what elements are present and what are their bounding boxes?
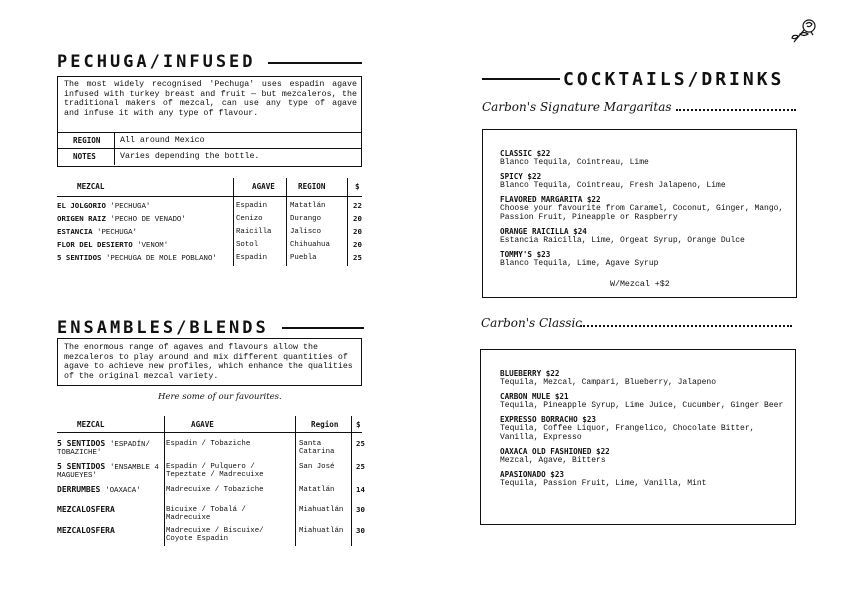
mezcal-variant: 'VENOM' — [137, 242, 169, 250]
divider — [58, 132, 361, 133]
cocktail-item — [500, 415, 785, 442]
ensambles-row-mezcal — [57, 463, 162, 481]
cocktail-item — [500, 149, 785, 167]
pechuga-intro-box — [57, 76, 362, 167]
divider — [286, 178, 287, 266]
pechuga-row-mezcal — [57, 202, 150, 211]
ensambles-row-mezcal — [57, 486, 162, 495]
mezcal-brand: 5 SENTIDOS — [57, 253, 106, 262]
cocktail-item — [500, 195, 785, 222]
ensambles-row-price: 14 — [356, 485, 365, 494]
mezcal-brand: MEZCALOSFERA — [57, 526, 115, 535]
ensambles-row-agave: Madrecuixe / Tobaziche — [166, 486, 264, 494]
pechuga-row-price: 20 — [353, 227, 362, 236]
mezcal-brand: ORIGEN RAIZ — [57, 214, 111, 223]
cocktail-item — [500, 369, 785, 387]
ensambles-row-region: Santa Catarina — [299, 440, 335, 457]
ensambles-col-mezcal: MEZCAL — [77, 420, 105, 429]
mezcal-variant: 'PECHUGA DE MOLE POBLANO' — [105, 255, 217, 263]
classic-box — [480, 349, 796, 525]
rose-logo-icon — [790, 14, 822, 46]
mezcal-variant: 'OAXACA' — [105, 487, 141, 495]
divider — [57, 432, 362, 433]
ensambles-row-region: Miahuatlán — [299, 527, 344, 535]
divider — [164, 416, 165, 546]
pechuga-row-mezcal — [57, 241, 168, 250]
pechuga-col-region: REGION — [298, 182, 326, 191]
cocktail-desc: Blanco Tequila, Cointreau, Fresh Jalapeno, Lime — [500, 181, 726, 190]
cocktail-name: OAXACA OLD FASHIONED $22 — [500, 447, 610, 456]
mezcal-brand: FLOR DEL DESIERTO — [57, 240, 138, 249]
mezcal-variant: 'PECHUGA' — [97, 229, 137, 237]
pechuga-row-region: Chihuahua — [290, 241, 330, 249]
classic-dots — [580, 325, 792, 327]
pechuga-row-mezcal — [57, 215, 186, 224]
pechuga-row-agave: Espadin — [236, 202, 268, 210]
pechuga-row-price: 20 — [353, 214, 362, 223]
cocktail-desc: Tequila, Passion Fruit, Lime, Vanilla, Mint — [500, 479, 707, 488]
pechuga-row-region: Jalisco — [290, 228, 322, 236]
pechuga-row-region: Puebla — [290, 254, 317, 262]
divider — [347, 178, 348, 266]
pechuga-row-agave: Espadin — [236, 254, 268, 262]
cocktail-item — [500, 250, 785, 268]
signature-dots — [676, 109, 796, 111]
cocktail-desc: Estancia Raicilla, Lime, Orgeat Syrup, Orange Dulce — [500, 236, 745, 245]
ensambles-row-mezcal — [57, 527, 162, 536]
ensambles-col-price: $ — [356, 420, 361, 429]
cocktail-name: CLASSIC $22 — [500, 149, 551, 158]
divider — [57, 196, 362, 197]
pechuga-row-mezcal — [57, 228, 137, 237]
pechuga-row-region: Matatlán — [290, 202, 326, 210]
ensambles-row-region: San José — [299, 463, 335, 471]
mezcal-brand: 5 SENTIDOS — [57, 462, 110, 471]
pechuga-col-mezcal: MEZCAL — [77, 182, 105, 191]
ensambles-row-price: 25 — [356, 439, 365, 448]
cocktail-name: CARBON MULE $21 — [500, 392, 569, 401]
cocktail-item — [500, 470, 785, 488]
mezcal-brand: EL JOLGORIO — [57, 201, 111, 210]
pechuga-row-price: 20 — [353, 240, 362, 249]
ensambles-row-region: Matatlán — [299, 486, 335, 494]
mezcal-variant: 'PECHO DE VENADO' — [110, 216, 186, 224]
favourites-caption: Here some of our favourites. — [158, 392, 282, 402]
pechuga-row-price: 25 — [353, 253, 362, 262]
mezcal-variant: 'PECHUGA' — [110, 203, 151, 211]
signature-note: W/Mezcal +$2 — [610, 280, 670, 289]
ensambles-title: ENSAMBLES/BLENDS — [57, 318, 269, 338]
cocktail-desc: Tequila, Coffee Liquor, Frangelico, Chocolate Bitter, Vanilla, Expresso — [500, 424, 755, 442]
divider — [58, 148, 361, 149]
divider — [114, 132, 115, 165]
cocktails-title: COCKTAILS/DRINKS — [563, 69, 785, 90]
classic-title: Carbon's Classic — [481, 316, 583, 330]
cocktail-item — [500, 392, 785, 410]
ensambles-row-region: Miahuatlán — [299, 506, 344, 514]
signature-list — [500, 149, 785, 273]
pechuga-col-agave: AGAVE — [252, 182, 275, 191]
cocktail-desc: Tequila, Mezcal, Campari, Blueberry, Jalapeno — [500, 378, 717, 387]
mezcal-variant: 'ESPADÍN/ TOBAZICHE' — [57, 441, 150, 458]
cocktails-title-rule — [482, 78, 560, 80]
ensambles-row-mezcal — [57, 506, 162, 515]
ensambles-row-agave: Bicuixe / Tobalá / Madrecuixe — [166, 506, 246, 523]
pechuga-title: PECHUGA/INFUSED — [57, 52, 256, 72]
cocktail-desc: Blanco Tequila, Cointreau, Lime — [500, 158, 649, 167]
mezcal-brand: 5 SENTIDOS — [57, 439, 110, 448]
cocktail-desc: Choose your favourite from Caramel, Coconut, Ginger, Mango, Passion Fruit, Pineapple or Raspberry — [500, 204, 784, 222]
pechuga-title-rule — [268, 62, 362, 64]
mezcal-brand: ESTANCIA — [57, 227, 98, 236]
pechuga-row-price: 22 — [353, 201, 362, 210]
notes-label: NOTES — [73, 152, 96, 161]
divider — [351, 416, 352, 546]
pechuga-row-agave: Raicilla — [236, 228, 272, 236]
ensambles-intro-box — [57, 338, 362, 386]
pechuga-intro: The most widely recognised 'Pechuga' uses espadin agave infused with turkey breast and fruit — but mezcaleros, the traditional makers of mezcal, can use any type of agave and infuse it with any type of flavour. — [64, 80, 357, 118]
region-label: REGION — [73, 136, 101, 145]
cocktail-desc: Mezcal, Agave, Bitters — [500, 456, 606, 465]
ensambles-col-region: Region — [311, 420, 339, 429]
ensambles-row-agave: Espadin / Tobaziche — [166, 440, 251, 448]
ensambles-row-price: 30 — [356, 526, 365, 535]
classic-list — [500, 369, 785, 493]
pechuga-row-agave: Sotol — [236, 241, 259, 249]
pechuga-row-region: Durango — [290, 215, 322, 223]
cocktail-item — [500, 172, 785, 190]
ensambles-col-agave: AGAVE — [191, 420, 214, 429]
cocktail-name: BLUEBERRY $22 — [500, 369, 560, 378]
divider — [233, 178, 234, 266]
mezcal-brand: MEZCALOSFERA — [57, 505, 115, 514]
cocktail-desc: Tequila, Pineapple Syrup, Lime Juice, Cucumber, Ginger Beer — [500, 401, 784, 410]
region-value: All around Mexico — [120, 136, 205, 145]
cocktail-item — [500, 447, 785, 465]
cocktail-name: ORANGE RAICILLA $24 — [500, 227, 587, 236]
cocktail-desc: Blanco Tequila, Lime, Agave Syrup — [500, 259, 659, 268]
ensambles-row-agave: Espadin / Pulquero / Tepeztate / Madrecuixe — [166, 463, 264, 480]
pechuga-col-price: $ — [355, 182, 360, 191]
ensambles-row-price: 25 — [356, 462, 365, 471]
signature-title: Carbon's Signature Margaritas — [482, 100, 672, 114]
pechuga-row-mezcal — [57, 254, 217, 263]
mezcal-variant: 'ENSAMBLE 4 MAGUEYES' — [57, 464, 159, 481]
cocktail-name: EXPRESSO BORRACHO $23 — [500, 415, 597, 424]
cocktail-name: FLAVORED MARGARITA $22 — [500, 195, 601, 204]
ensambles-row-mezcal — [57, 440, 162, 458]
cocktail-name: TOMMY'S $23 — [500, 250, 551, 259]
ensambles-row-agave: Madrecuixe / Biscuixe/ Coyote Espadin — [166, 527, 264, 544]
ensambles-title-rule — [282, 327, 364, 329]
notes-value: Varies depending the bottle. — [120, 152, 260, 161]
divider — [295, 416, 296, 546]
pechuga-row-agave: Cenizo — [236, 215, 263, 223]
cocktail-name: APASIONADO $23 — [500, 470, 565, 479]
signature-box — [482, 129, 797, 298]
cocktail-item — [500, 227, 785, 245]
ensambles-row-price: 30 — [356, 505, 365, 514]
cocktail-name: SPICY $22 — [500, 172, 542, 181]
ensambles-intro: The enormous range of agaves and flavours allow the mezcaleros to play around and mix different quantities of agave to achieve new profiles, which enhance the qualities of the original mezcal variety. — [64, 343, 353, 381]
mezcal-brand: DERRUMBES — [57, 485, 106, 494]
